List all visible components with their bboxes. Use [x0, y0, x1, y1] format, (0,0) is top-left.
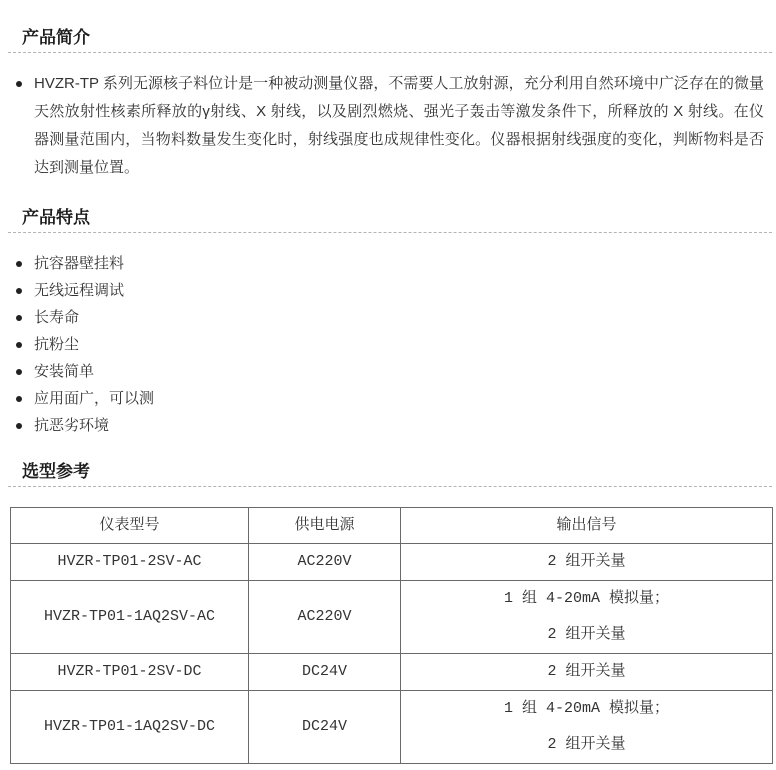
- table-row: [11, 581, 773, 654]
- feature-item-label: 应用面广，可以测: [34, 390, 155, 407]
- feature-item-label: 安装简单: [34, 363, 95, 380]
- section-header-features: [8, 204, 772, 233]
- bullet-icon: [16, 288, 22, 294]
- table-row: [11, 654, 773, 691]
- section-title-intro: 产品简介: [22, 28, 90, 47]
- bullet-icon: [16, 261, 22, 267]
- cell-power: AC220V: [249, 581, 401, 654]
- feature-item: [0, 304, 776, 331]
- output-line: 2 组开关量: [547, 553, 626, 570]
- section-header-selection: [8, 458, 772, 487]
- feature-item: [0, 385, 776, 412]
- feature-item-label: 抗容器壁挂料: [34, 255, 125, 272]
- section-title-selection: 选型参考: [22, 462, 90, 481]
- section-header-intro: [8, 24, 772, 53]
- feature-item: [0, 277, 776, 304]
- bullet-icon: [16, 396, 22, 402]
- header-power: 供电电源: [249, 508, 401, 544]
- feature-item: [0, 250, 776, 277]
- cell-power: DC24V: [249, 691, 401, 764]
- cell-model: HVZR-TP01-2SV-AC: [11, 544, 249, 581]
- feature-item-label: 抗粉尘: [34, 336, 80, 353]
- feature-item-label: 长寿命: [34, 309, 80, 326]
- cell-output: [401, 581, 773, 654]
- selection-table: [10, 507, 773, 764]
- table-row: [11, 691, 773, 764]
- feature-list: [0, 250, 776, 439]
- output-line: 2 组开关量: [547, 663, 626, 680]
- output-line: 1 组 4-20mA 模拟量；: [503, 700, 669, 717]
- feature-item: [0, 358, 776, 385]
- output-line: 1 组 4-20mA 模拟量；: [503, 590, 669, 607]
- bullet-icon: [16, 315, 22, 321]
- table-header-row: [11, 508, 773, 544]
- cell-output: [401, 654, 773, 691]
- feature-item: [0, 331, 776, 358]
- bullet-icon: [16, 342, 22, 348]
- intro-list: [0, 70, 776, 182]
- cell-output: [401, 691, 773, 764]
- bullet-icon: [16, 423, 22, 429]
- cell-output: [401, 544, 773, 581]
- feature-item-label: 抗恶劣环境: [34, 417, 110, 434]
- bullet-icon: [16, 369, 22, 375]
- intro-paragraph: HVZR-TP 系列无源核子料位计是一种被动测量仪器，不需要人工放射源，充分利用自然环境中广泛存在的微量天然放射性核素所释放的γ射线、X 射线，以及剧烈燃烧、强光子轰击等激发条件下，所释放的 X 射线。在仪器测量范围内，当物料数量发生变化时，射线强度也成规律性变化。仪器根据射线强度的变化，判断物料是否达到测量位置。: [34, 75, 764, 176]
- output-line: 2 组开关量: [547, 736, 626, 753]
- output-line: 2 组开关量: [547, 626, 626, 643]
- bullet-icon: [16, 81, 22, 87]
- table-row: [11, 544, 773, 581]
- section-title-features: 产品特点: [22, 208, 90, 227]
- cell-model: HVZR-TP01-2SV-DC: [11, 654, 249, 691]
- header-output: 输出信号: [401, 508, 773, 544]
- intro-list-item: [0, 70, 776, 182]
- feature-item-label: 无线远程调试: [34, 282, 125, 299]
- cell-power: DC24V: [249, 654, 401, 691]
- cell-model: HVZR-TP01-1AQ2SV-AC: [11, 581, 249, 654]
- cell-model: HVZR-TP01-1AQ2SV-DC: [11, 691, 249, 764]
- feature-item: [0, 412, 776, 439]
- header-model: 仪表型号: [11, 508, 249, 544]
- cell-power: AC220V: [249, 544, 401, 581]
